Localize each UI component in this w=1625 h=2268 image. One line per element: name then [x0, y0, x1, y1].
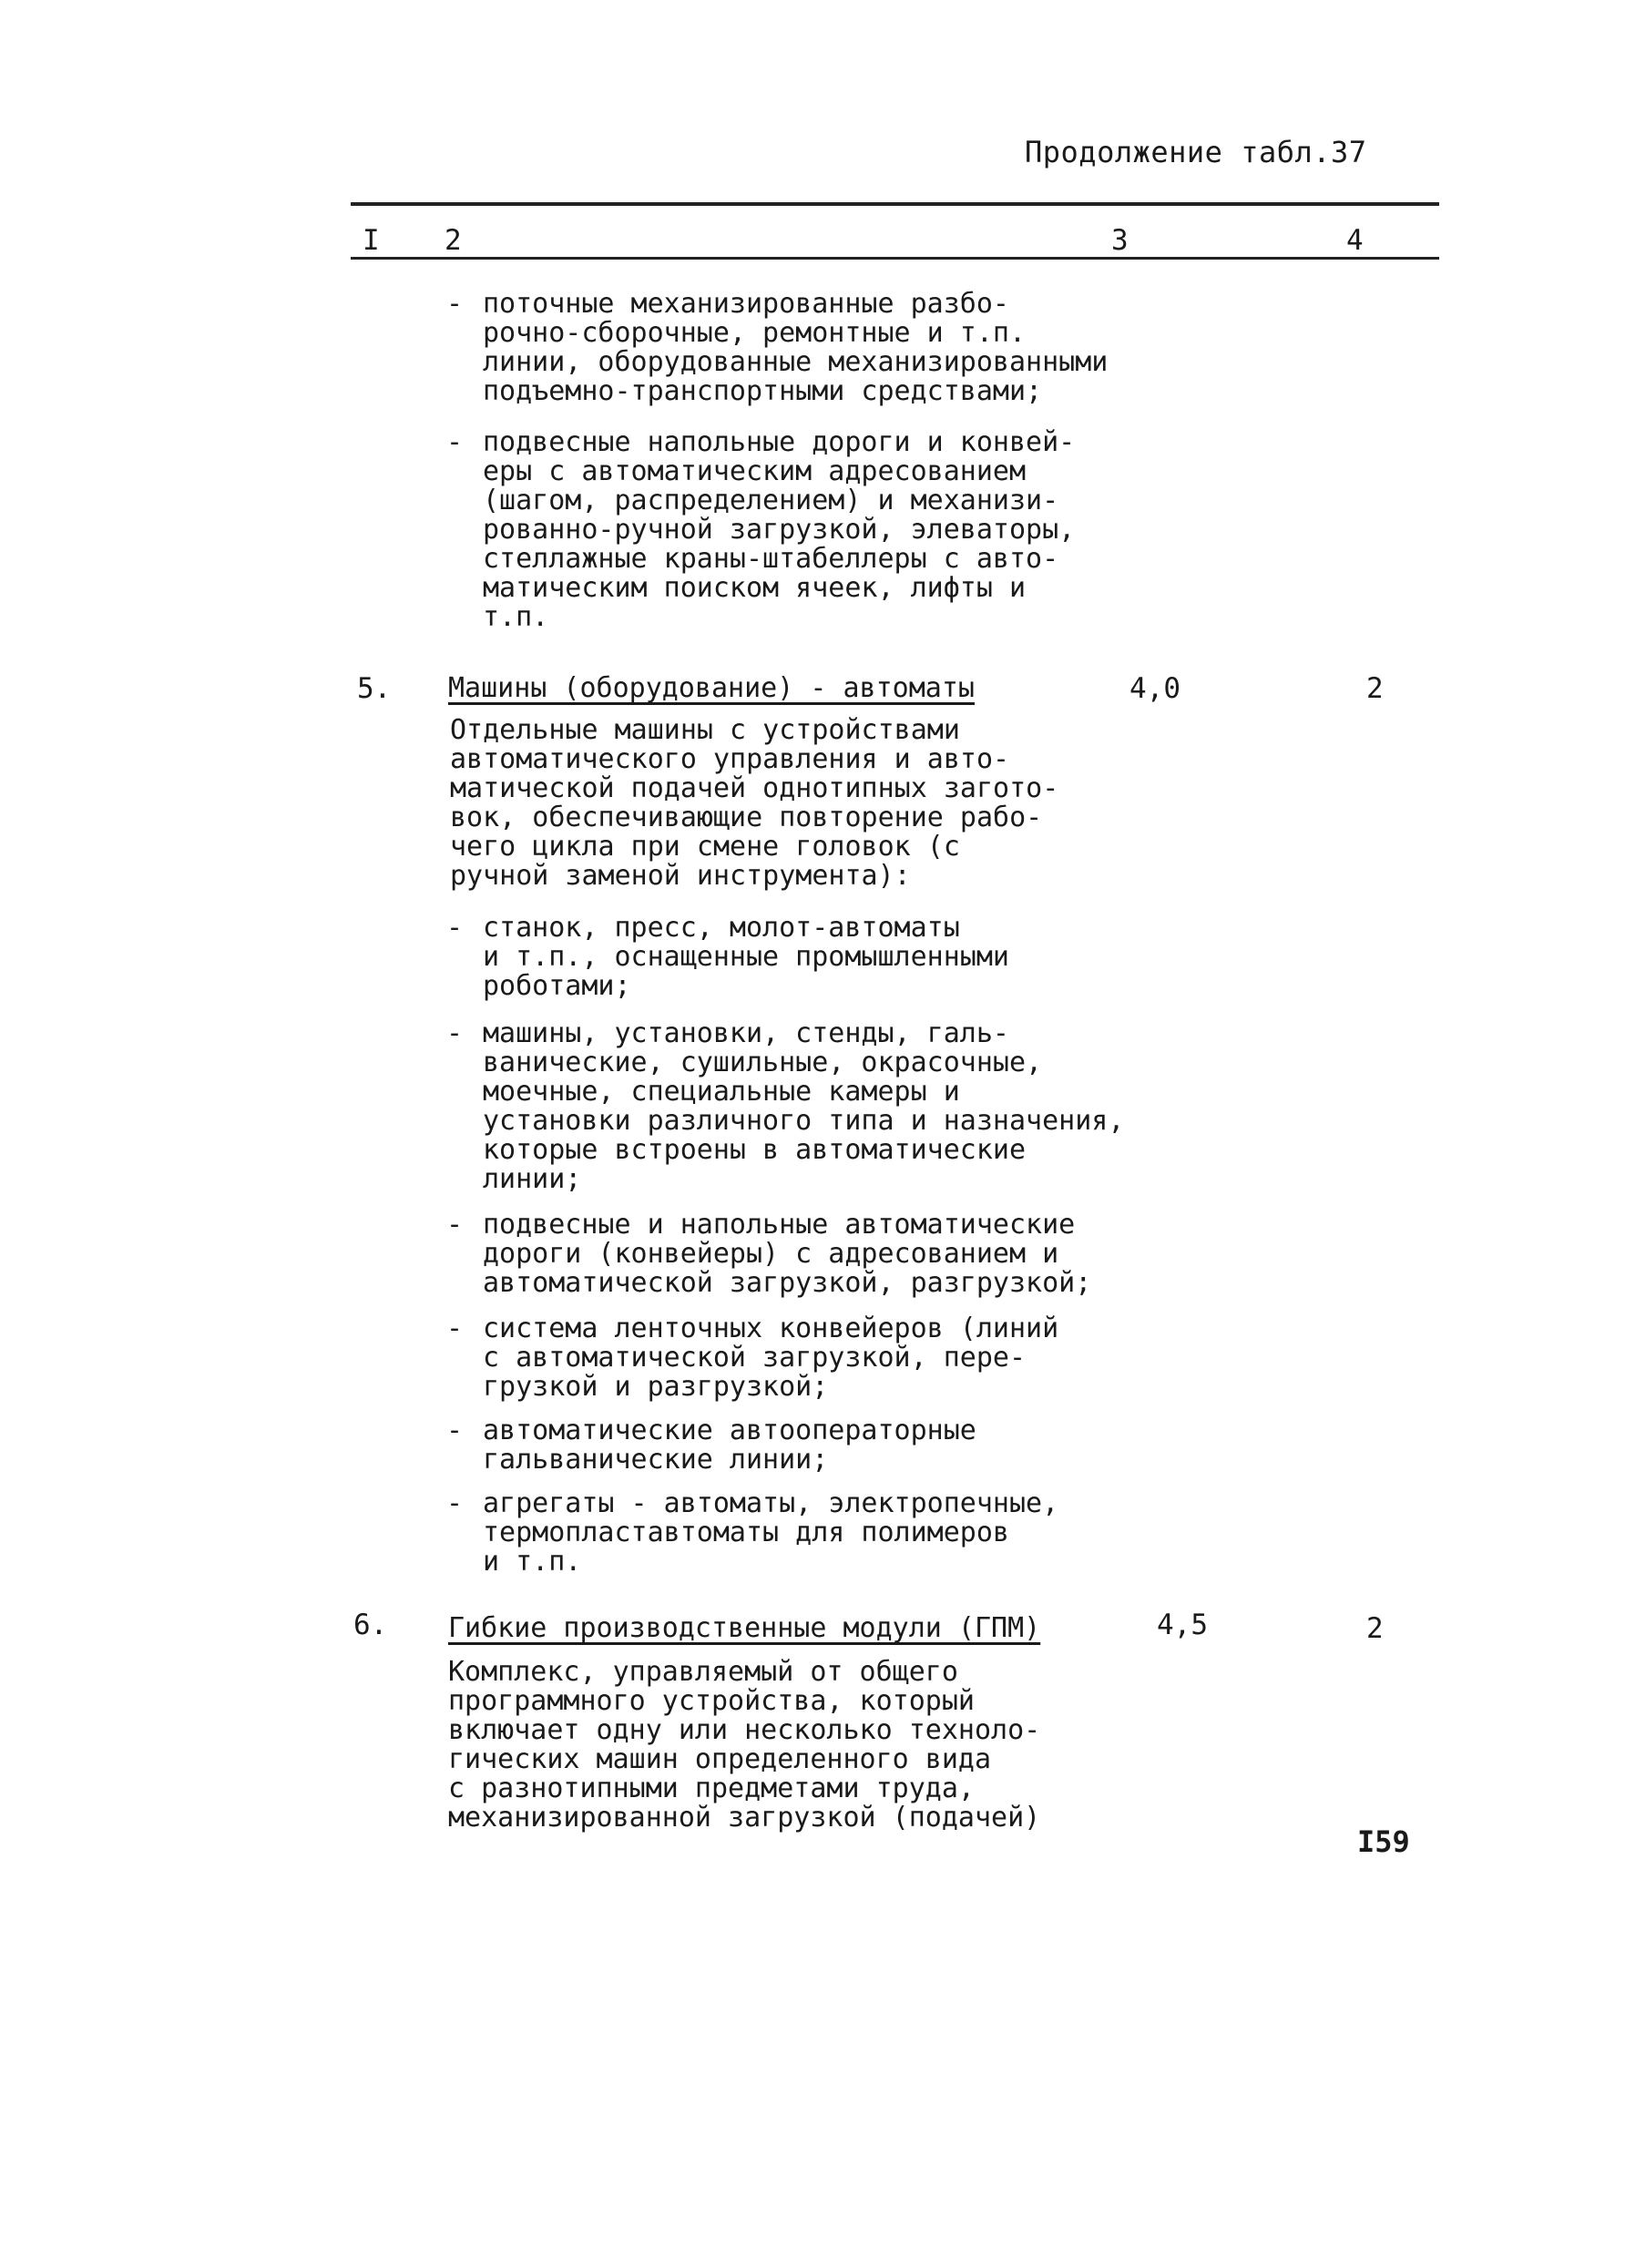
list-item	[446, 1019, 1124, 1194]
dash-marker: -	[446, 1313, 464, 1344]
table-header-rule	[351, 257, 1439, 260]
column-header-4: 4	[1346, 224, 1364, 257]
dash-marker: -	[446, 1487, 464, 1519]
list-item	[446, 1489, 1058, 1577]
dash-marker: -	[446, 288, 464, 320]
text-line: рочно-сборочные, ремонтные и т.п.	[483, 317, 1027, 349]
dash-marker: -	[446, 1209, 464, 1241]
text-line: Комплекс, управляемый от общего	[448, 1656, 958, 1688]
text-line: машины, установки, стенды, галь-	[483, 1017, 1009, 1049]
text-line: подъемно-транспортными средствами;	[483, 375, 1043, 407]
text-line: автоматические автооператорные	[483, 1415, 976, 1446]
text-line: и т.п.	[483, 1546, 582, 1578]
text-line: Отдельные машины с устройствами	[450, 714, 960, 746]
text-line: вок, обеспечивающие повторение рабо-	[450, 802, 1043, 833]
text-line: автоматического управления и авто-	[450, 743, 1010, 775]
dash-marker: -	[446, 912, 464, 944]
dash-marker: -	[446, 426, 464, 458]
row-6-description	[448, 1658, 1040, 1833]
text-line: ручной заменой инструмента):	[450, 860, 911, 892]
column-header-2: 2	[445, 224, 462, 257]
text-line: агрегаты - автоматы, электропечные,	[483, 1487, 1059, 1519]
text-line: и т.п., оснащенные промышленными	[483, 941, 1009, 973]
column-header-3: 3	[1111, 224, 1129, 257]
row-6-number: 6.	[353, 1609, 388, 1641]
text-line: матической подачей однотипных загото-	[450, 772, 1059, 804]
text-line: включает одну или несколько техноло-	[448, 1714, 1041, 1746]
text-line: моечные, специальные камеры и	[483, 1076, 960, 1108]
text-line: подвесные и напольные автоматические	[483, 1209, 1076, 1241]
list-item	[446, 290, 1108, 406]
text-line: программного устройства, который	[448, 1685, 975, 1717]
list-item	[446, 1416, 976, 1475]
text-line: поточные механизированные разбо-	[483, 288, 1009, 320]
row-6-col3-value: 4,5	[1157, 1609, 1208, 1641]
text-line: гальванические линии;	[483, 1444, 829, 1476]
text-line: рованно-ручной загрузкой, элеваторы,	[483, 514, 1076, 546]
text-line: с автоматической загрузкой, пере-	[483, 1342, 1027, 1374]
row-5-col4-value: 2	[1366, 672, 1384, 705]
row-5-title: Машины (оборудование) - автоматы	[448, 672, 975, 704]
row-5-description	[450, 716, 1058, 891]
text-line: линии;	[483, 1163, 582, 1195]
text-line: механизированной загрузкой (подачей)	[448, 1802, 1041, 1834]
text-line: роботами;	[483, 970, 631, 1002]
text-line: ванические, сушильные, окрасочные,	[483, 1047, 1043, 1078]
text-line: еры с автоматическим адресованием	[483, 455, 1027, 487]
text-line: система ленточных конвейеров (линий	[483, 1313, 1059, 1344]
list-item	[446, 914, 1009, 1001]
text-line: линии, оборудованные механизированными	[483, 346, 1109, 378]
list-item	[446, 1211, 1091, 1298]
text-line: матическим поиском ячеек, лифты и	[483, 572, 1027, 604]
text-line: чего цикла при смене головок (с	[450, 831, 960, 863]
text-line: подвесные напольные дороги и конвей-	[483, 426, 1076, 458]
text-line: (шагом, распределением) и механизи-	[483, 485, 1059, 516]
row-6-col4-value: 2	[1366, 1612, 1384, 1645]
table-continuation-caption: Продолжение табл.37	[1025, 135, 1367, 169]
text-line: которые встроены в автоматические	[483, 1134, 1027, 1166]
text-line: станок, пресс, молот-автоматы	[483, 912, 960, 944]
list-item	[446, 428, 1075, 632]
dash-marker: -	[446, 1017, 464, 1049]
text-line: гических машин определенного вида	[448, 1743, 992, 1775]
dash-marker: -	[446, 1415, 464, 1446]
text-line: грузкой и разгрузкой;	[483, 1371, 829, 1403]
row-5-number: 5.	[357, 672, 392, 705]
text-line: термопластавтоматы для полимеров	[483, 1517, 1009, 1548]
text-line: стеллажные краны-штабеллеры с авто-	[483, 543, 1059, 575]
text-line: установки различного типа и назначения,	[483, 1105, 1125, 1137]
text-line: автоматической загрузкой, разгрузкой;	[483, 1267, 1092, 1299]
text-line: с разнотипными предметами труда,	[448, 1773, 975, 1804]
column-header-1: I	[363, 224, 380, 257]
row-6-title: Гибкие производственные модули (ГПМ)	[448, 1612, 1041, 1644]
page-number: I59	[1357, 1824, 1410, 1859]
text-line: дороги (конвейеры) с адресованием и	[483, 1238, 1059, 1270]
table-top-rule	[351, 202, 1439, 206]
text-line: т.п.	[483, 601, 549, 633]
row-5-col3-value: 4,0	[1129, 672, 1180, 705]
list-item	[446, 1314, 1058, 1402]
